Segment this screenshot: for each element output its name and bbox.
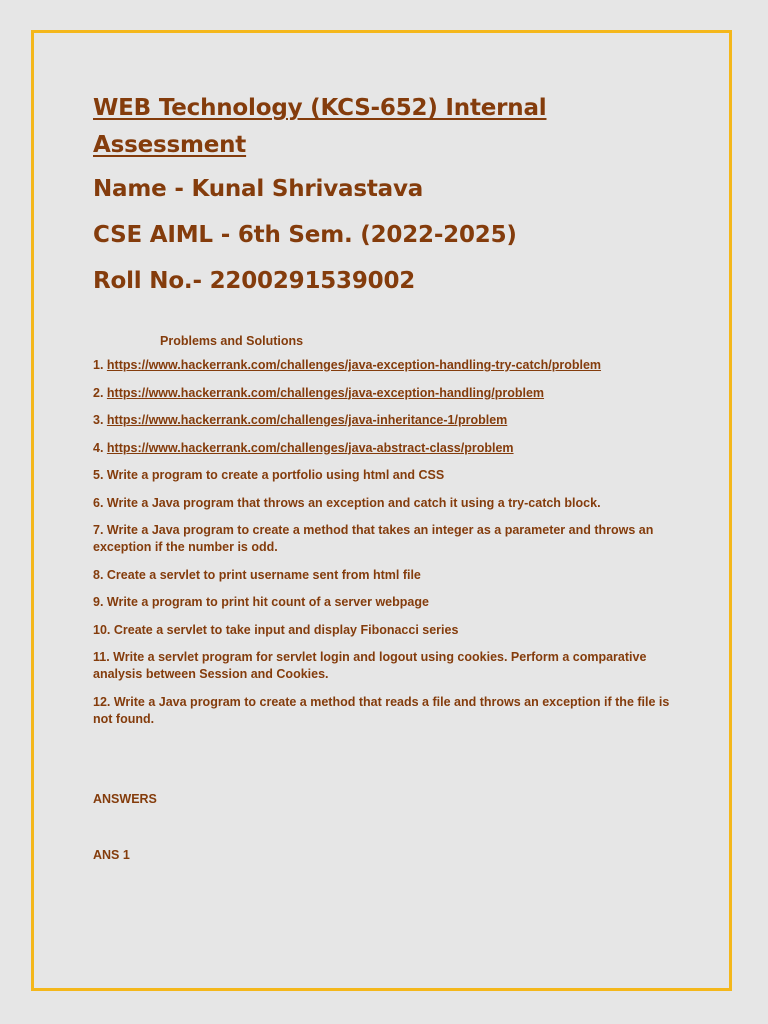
problem-number: 2.	[93, 385, 107, 400]
answers-heading: ANSWERS	[93, 792, 157, 806]
problem-link-3[interactable]: https://www.hackerrank.com/challenges/java-inheritance-1/problem	[106, 413, 508, 427]
problem-item-8: 8. Create a servlet to print username sent from html file	[93, 567, 421, 582]
problem-item-10: 10. Create a servlet to take input and display Fibonacci series	[93, 622, 459, 637]
answer-1-label: ANS 1	[93, 848, 130, 862]
problem-link-1[interactable]: https://www.hackerrank.com/challenges/java-exception-handling-try-catch/problem	[106, 358, 602, 372]
problem-item-6: 6. Write a Java program that throws an exception and catch it using a try-catch block.	[93, 495, 601, 510]
problem-item-4	[93, 440, 683, 457]
problem-number: 4.	[93, 440, 107, 455]
document-title: WEB Technology (KCS-652) Internal Assessment	[93, 95, 547, 158]
problem-item-2	[93, 385, 683, 402]
problem-item-9: 9. Write a program to print hit count of a server webpage	[93, 595, 429, 609]
course-info: CSE AIML - 6th Sem. (2022-2025)	[93, 222, 517, 248]
problem-item-1	[93, 357, 683, 374]
problem-number: 1.	[93, 358, 107, 372]
student-name: Name - Kunal Shrivastava	[93, 176, 424, 202]
problems-label: Problems and Solutions	[160, 334, 304, 348]
problem-item-3	[93, 412, 683, 429]
problem-item-5: 5. Write a program to create a portfolio using html and CSS	[93, 468, 445, 482]
roll-number: Roll No.- 2200291539002	[93, 268, 416, 294]
problem-item-7: 7. Write a Java program to create a method that takes an integer as a parameter and throws an exception if the number is odd.	[93, 523, 654, 554]
problem-link-2[interactable]: https://www.hackerrank.com/challenges/java-exception-handling/problem	[106, 385, 545, 400]
problem-number: 3.	[93, 413, 107, 427]
problem-link-4[interactable]: https://www.hackerrank.com/challenges/java-abstract-class/problem	[106, 440, 514, 455]
problem-item-12: 12. Write a Java program to create a method that reads a file and throws an exception if the file is not found.	[93, 694, 670, 726]
problem-list	[93, 357, 683, 728]
problem-item-11: 11. Write a servlet program for servlet login and logout using cookies. Perform a comparative analysis between Session and Cookies.	[93, 650, 647, 681]
document-content	[93, 90, 683, 862]
